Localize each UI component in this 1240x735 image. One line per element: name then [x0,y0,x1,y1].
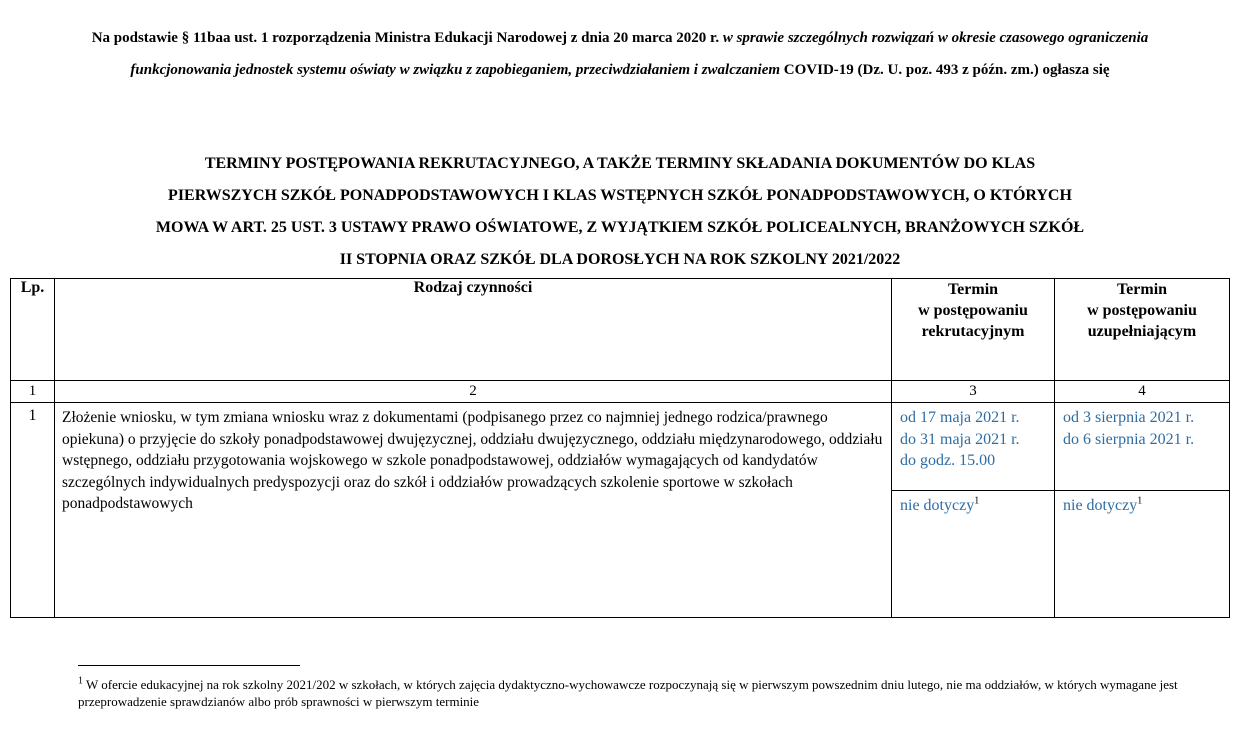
document-heading [40,148,1200,276]
heading-line: PIERWSZYCH SZKÓŁ PONADPODSTAWOWYCH I KLAS WSTĘPNYCH SZKÓŁ PONADPODSTAWOWYCH, O KTÓRYCH [168,187,1072,204]
footnote-divider [78,665,300,666]
supplementary-dates: od 3 sierpnia 2021 r. do 6 sierpnia 2021 r. [1055,403,1229,491]
footnote-mark: 1 [78,675,83,687]
heading-line: II STOPNIA ORAZ SZKÓŁ DLA DOROSŁYCH NA ROK SZKOLNY 2021/2022 [339,251,901,268]
row-description: Złożenie wniosku, w tym zmiana wniosku wraz z dokumentami (podpisanego przez co najmniej jednego rodzica/prawnego opiekuna) o przyjęcie do szkoły ponadpodstawowej dwujęzycznej, oddziału dwujęzycznego, oddziału międzynarodowego, oddziału wstępnego, oddziału przygotowania wojskowego w szkole ponadpodstawowej, oddziałów wymagających od kandydatów szczególnych indywidualnych predyspozycji oraz do szkół i oddziałów prowadzących szkolenie sportowe w szkołach ponadpodstawowych [55,403,892,618]
legal-basis-intro [60,22,1180,86]
intro-tail-text: COVID-19 (Dz. U. poz. 493 z późn. zm.) ogłasza się [783,62,1110,78]
column-number-row [11,381,1230,403]
column-number: 1 [11,381,55,403]
header-recruitment-term: Termin w postępowaniu rekrutacyjnym [892,279,1055,381]
footnote-ref: 1 [1137,495,1143,507]
intro-bold-text: Na podstawie § 11baa ust. 1 rozporządzenia Ministra Edukacji Narodowej z dnia 20 marca 2020 r. [91,30,720,46]
header-supplementary-term: Termin w postępowaniu uzupełniającym [1055,279,1230,381]
column-number: 2 [55,381,892,403]
row-supplementary-cell [1055,403,1230,618]
heading-line: TERMINY POSTĘPOWANIA REKRUTACYJNEGO, A TAKŻE TERMINY SKŁADANIA DOKUMENTÓW DO KLAS [204,155,1036,172]
intro-italic-text: w sprawie szczególnych rozwiązań w okresie czasowego ograniczenia funkcjonowania jednostek systemu oświaty w związku z zapobieganiem, przeciwdziałaniem i zwalczaniem [130,30,1149,78]
footnote-text: W ofercie edukacyjnej na rok szkolny 2021/202 w szkołach, w których zajęcia dydaktyczno-wychowawcze rozpoczynają się w pierwszym powszednim dniu lutego, nie ma oddziałów, w których wymagane jest przeprowadzenie sprawdzianów albo prób sprawności w pierwszym terminie [78,677,1178,709]
row-recruitment-cell [892,403,1055,618]
column-number: 3 [892,381,1055,403]
recruitment-not-applicable: nie dotyczy$^1$ [900,495,980,514]
header-lp: Lp. [11,279,55,381]
table-row [11,403,1230,618]
footnote-ref: 1 [974,495,980,507]
recruitment-dates: od 17 maja 2021 r. do 31 maja 2021 r. do godz. 15.00 [892,403,1054,491]
heading-line: MOWA W ART. 25 UST. 3 USTAWY PRAWO OŚWIATOWE, Z WYJĄTKIEM SZKÓŁ POLICEALNYCH, BRANŻOWYCH SZKÓŁ [155,219,1085,236]
schedule-table [10,278,1230,618]
column-number: 4 [1055,381,1230,403]
row-lp: 1 [11,403,55,618]
header-activity-type: Rodzaj czynności [55,279,892,381]
supplementary-not-applicable: nie dotyczy$^1$ [1063,495,1143,514]
table-header-row [11,279,1230,381]
footnote [78,676,1178,710]
